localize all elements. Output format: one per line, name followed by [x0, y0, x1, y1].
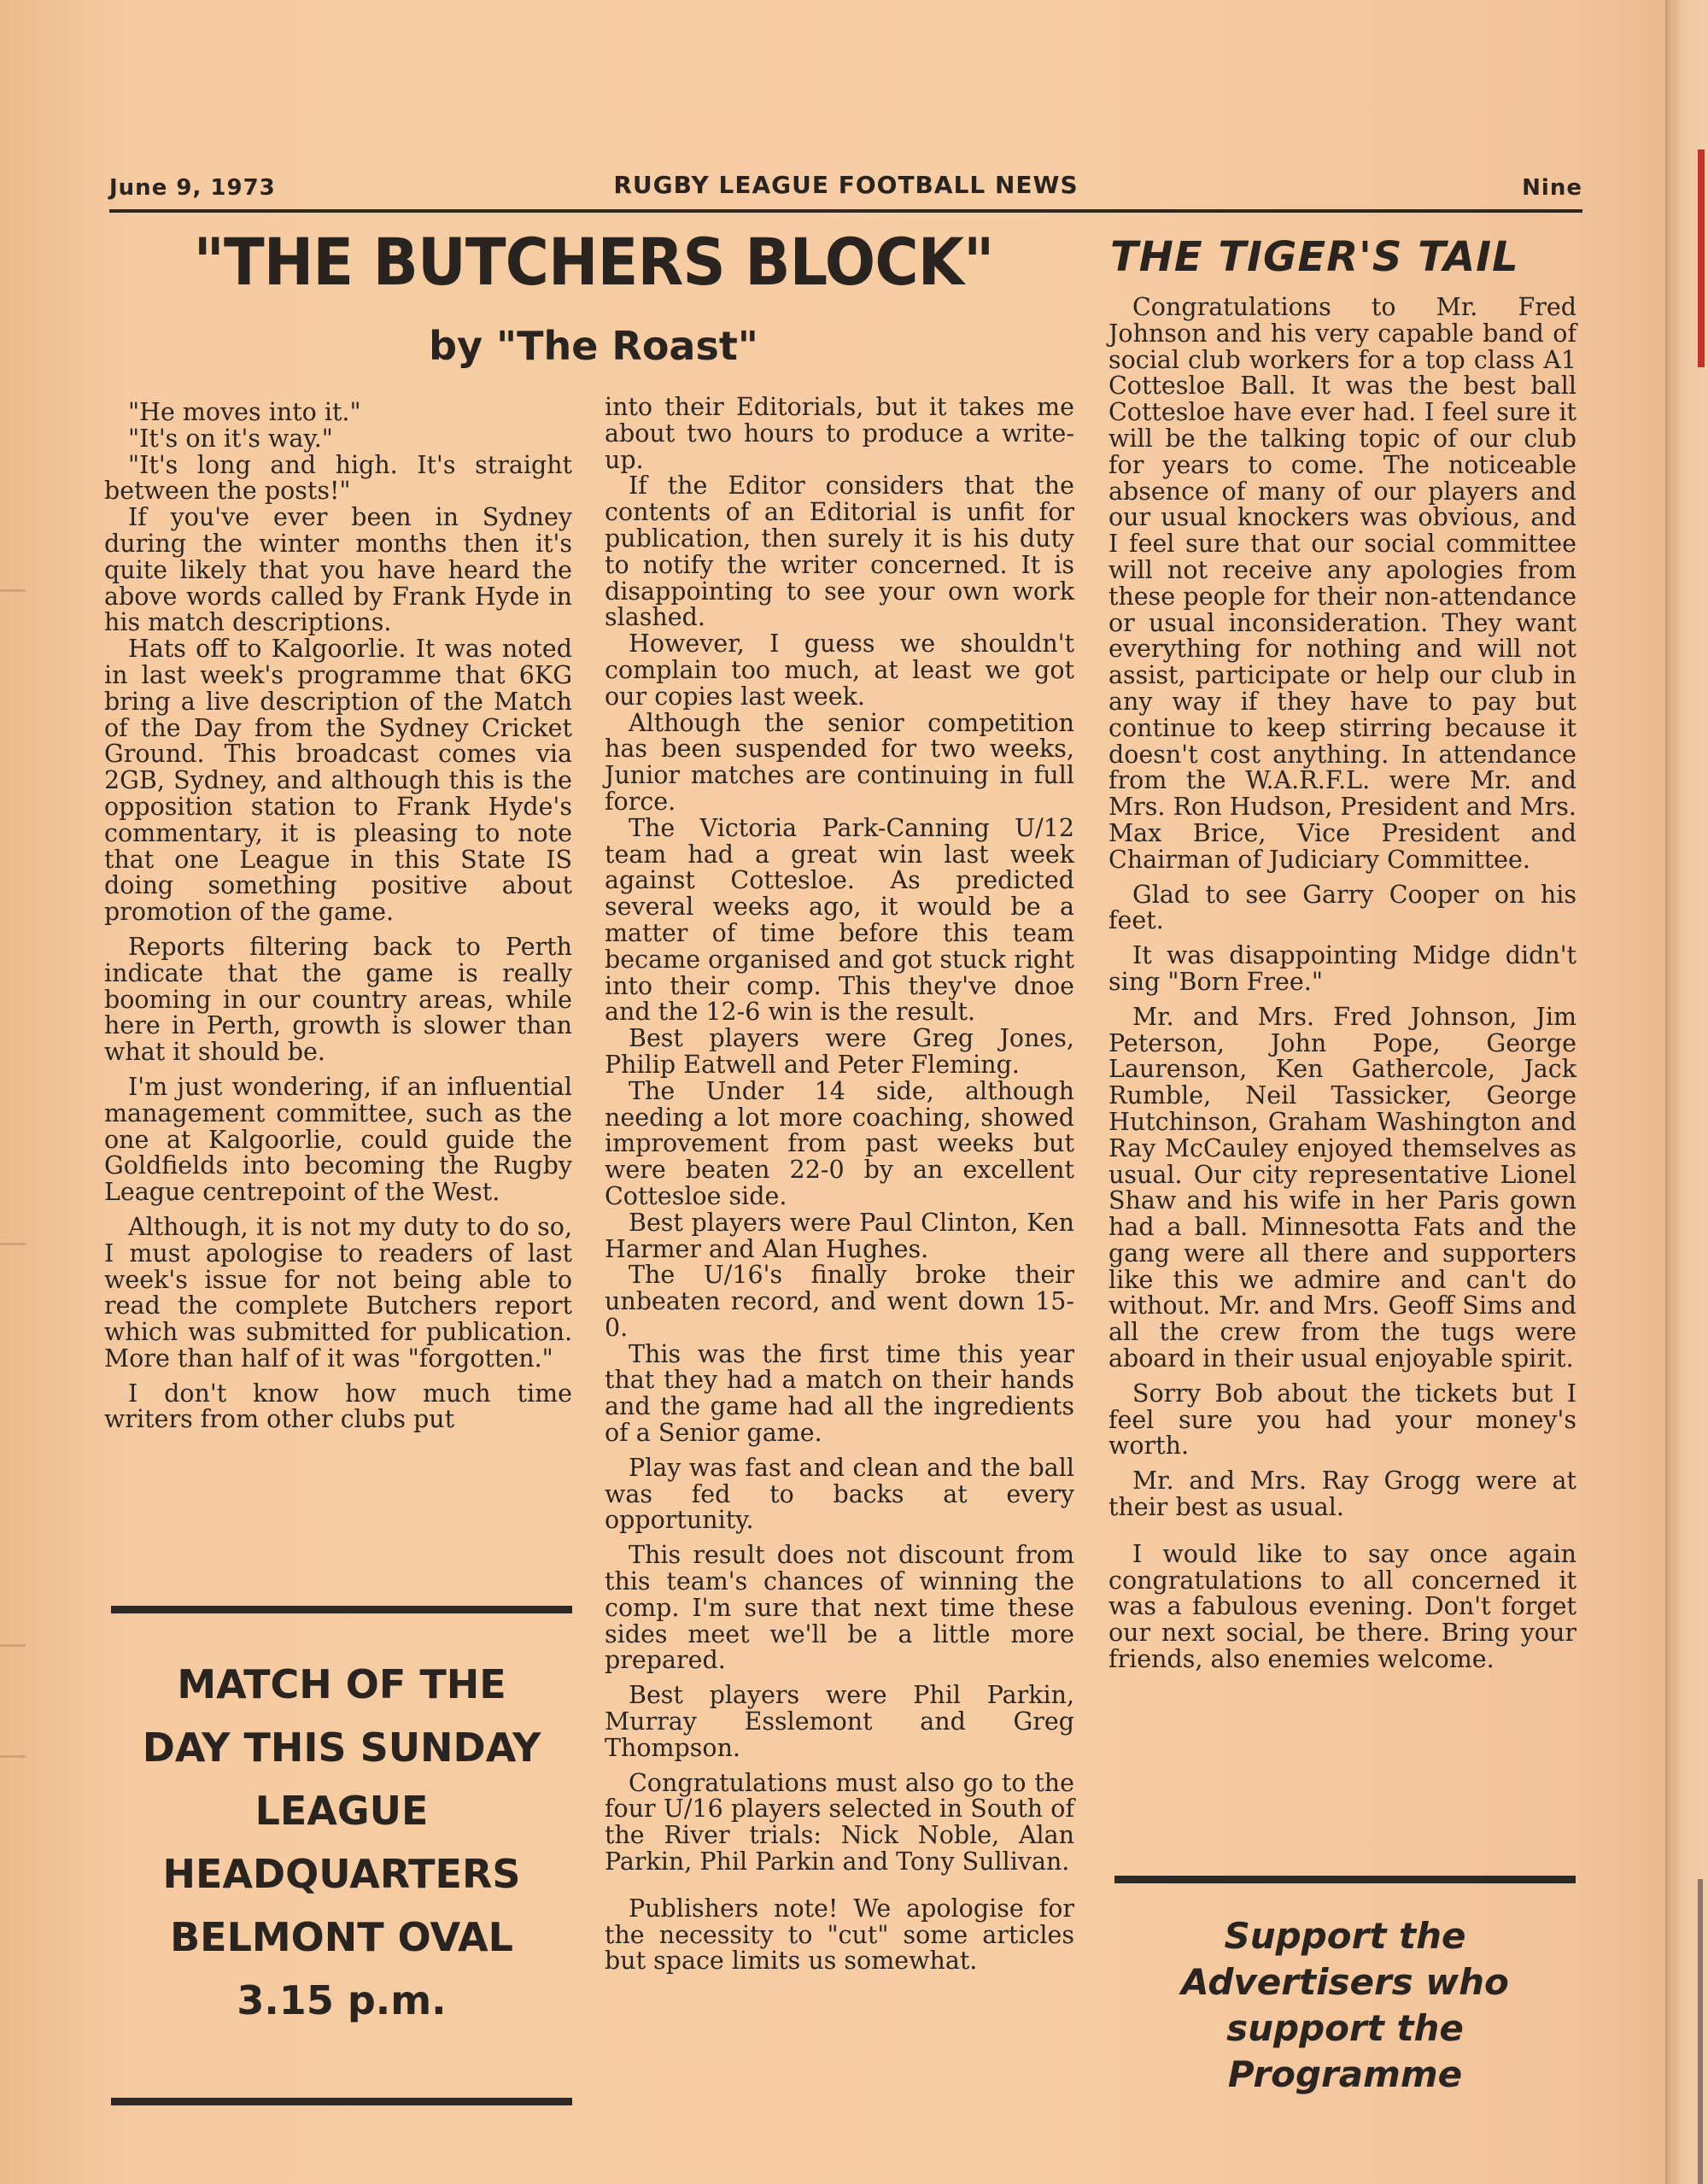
staple-mark [0, 1755, 26, 1758]
paragraph: Sorry Bob about the tickets but I feel sure you had your money's worth. [1108, 1379, 1576, 1461]
support-ad-rule [1114, 1876, 1576, 1883]
ad-line: Support the [1224, 1915, 1466, 1957]
paragraph: This result does not discount from this team's chances of winning the comp. I'm sure that next time these sides meet we'll be a little more prepared. [605, 1541, 1074, 1675]
paragraph: Hats off to Kalgoorlie. It was noted in last week's programme that 6KG bring a live description of the Match of the Day from the Sydney Cricket Ground. This broadcast comes via 2GB, Sydney, and although this is the opposition station to Frank Hyde's commentary, it is pleasing to note that one League in this State IS doing something positive about promotion of the game. [104, 635, 572, 927]
paragraph: The Victoria Park-Canning U/12 team had a great win last week against Cottesloe. As predicted several weeks ago, it would be a matter of time before this team became organised and got stuck right into their comp. This they've dnoe and the 12-6 win is the result. [605, 813, 1074, 1027]
ad-line: BELMONT OVAL [170, 1914, 513, 1960]
paragraph: Although the senior competition has been suspended for two weeks, Junior matches are continuing in full force. [605, 708, 1074, 816]
paragraph: I don't know how much time writers from other clubs put [104, 1379, 572, 1434]
ad-rule-top [111, 1606, 572, 1613]
paragraph: Mr. and Mrs. Fred Johnson, Jim Peterson, John Pope, George Laurenson, Ken Gathercole, Jack Rumble, Neil Tassicker, George Hutchinson, Graham Washington and Ray McCauley enjoyed themselves as usual. Our city representative Lionel Shaw and his wife in her Paris gown had a ball. Minnesotta Fats and the gang were all there and supporters like this we admire and can't do without. Mr. and Mrs. Geoff Sims and all the crew from the tugs were aboard in their usual enjoyable spirit. [1108, 1002, 1576, 1373]
page-number: Nine [1522, 175, 1582, 201]
ad-line: MATCH OF THE [177, 1661, 506, 1707]
paragraph: Reports filtering back to Perth indicate that the game is really booming in our country areas, while here in Perth, growth is slower than what it should be. [104, 932, 572, 1067]
paragraph: It was disappointing Midge didn't sing "Born Free." [1108, 941, 1576, 996]
paragraph: The U/16's finally broke their unbeaten record, and went down 15-0. [605, 1261, 1074, 1342]
paragraph: "He moves into it." [128, 398, 361, 426]
paragraph: I would like to say once again congratulations to all concerned it was a fabulous evening. Don't forget our next social, be there. Bring your friends, also enemies welcome. [1108, 1539, 1576, 1674]
paragraph: into their Editorials, but it takes me about two hours to produce a write-up. [605, 393, 1074, 474]
ad-line: support the [1226, 2007, 1464, 2049]
butchers-column-1 [104, 400, 572, 1442]
paragraph: "It's on it's way." [128, 424, 333, 453]
paragraph: Play was fast and clean and the ball was fed to backs at every opportunity. [605, 1453, 1074, 1535]
masthead [109, 167, 1582, 209]
paper-name: RUGBY LEAGUE FOOTBALL NEWS [613, 171, 1079, 199]
paragraph: However, I guess we shouldn't complain too much, at least we got our copies last week. [605, 629, 1074, 711]
publishers-note: Publishers note! We apologise for the necessity to "cut" some articles but space limits us somewhat. [605, 1894, 1074, 1976]
paragraph: The Under 14 side, although needing a lot more coaching, showed improvement from past weeks but were beaten 22-0 by an excellent Cottesloe side. [605, 1076, 1074, 1210]
paragraph: Congratulations must also go to the four U/16 players selected in South of the River trials: Nick Noble, Alan Parkin, Phil Parkin and Tony Sullivan. [605, 1768, 1074, 1877]
paragraph: Glad to see Garry Cooper on his feet. [1108, 880, 1576, 935]
masthead-rule [109, 209, 1582, 213]
paragraph: If the Editor considers that the contents of an Editorial is unfit for publication, then surely it is his duty to notify the writer concerned. It is disappointing to see your own work slashed. [605, 471, 1074, 632]
dark-page-tab [1698, 1879, 1703, 2184]
ad-rule-bottom [111, 2098, 572, 2105]
ad-line: LEAGUE [254, 1788, 429, 1834]
paragraph: Congratulations to Mr. Fred Johnson and his very capable band of social club workers for a top class A1 Cottesloe Ball. It was the best ball Cottesloe have ever had. I feel sure it will be the talking topic of our club for years to come. The noticeable absence of many of our players and our usual knockers was obvious, and I feel sure that our social committee will not receive any apologies from these people for their non-attendance or usual inconsideration. They want everything for nothing and will not assist, participate or help our club in any way if they have to pay but continue to keep stirring because it doesn't cost anything. In attendance from the W.A.R.F.L. were Mr. and Mrs. Ron Hudson, President and Mrs. Max Brice, Vice President and Chairman of Judiciary Committee. [1108, 293, 1576, 874]
butchers-column-2 [605, 395, 1074, 1983]
red-page-tab [1698, 149, 1705, 367]
ad-line: Advertisers who [1181, 1961, 1509, 2003]
ad-line: DAY THIS SUNDAY [142, 1724, 541, 1771]
paragraph: Best players were Paul Clinton, Ken Harmer and Alan Hughes. [605, 1208, 1074, 1263]
staple-mark [0, 589, 26, 592]
paragraph: "It's long and high. It's straight between the posts!" [104, 450, 572, 506]
support-advertisers-ad [1114, 1913, 1576, 2098]
paragraph: Best players were Phil Parkin, Murray Esslemont and Greg Thompson. [605, 1681, 1074, 1762]
paragraph: If you've ever been in Sydney during the winter months then it's quite likely that you have heard the above words called by Frank Hyde in his match descriptions. [104, 503, 572, 637]
match-of-the-day-ad [111, 1653, 572, 2032]
issue-date: June 9, 1973 [109, 175, 276, 201]
ad-line: Programme [1227, 2053, 1463, 2095]
paragraph: I'm just wondering, if an influential management committee, such as the one at Kalgoorlie, could guide the Goldfields into becoming the Rugby League centrepoint of the West. [104, 1072, 572, 1207]
paragraph: Although, it is not my duty to do so, I must apologise to readers of last week's issue for not being able to read the complete Butchers report which was submitted for publication. More than half of it was "forgotten." [104, 1212, 572, 1373]
ad-line: HEADQUARTERS [162, 1851, 521, 1897]
tigers-tail-title: THE TIGER'S TAIL [1110, 233, 1519, 281]
paragraph: This was the first time this year that they had a match on their hands and the game had all the ingredients of a Senior game. [605, 1339, 1074, 1448]
staple-mark [0, 1243, 26, 1245]
ad-line: 3.15 p.m. [237, 1977, 447, 2023]
staple-mark [0, 1644, 26, 1647]
tigers-tail-column [1108, 295, 1576, 1682]
butchers-block-title: "THE BUTCHERS BLOCK" [193, 224, 994, 300]
butchers-block-byline: by "The Roast" [429, 323, 758, 369]
paragraph: Best players were Greg Jones, Philip Eatwell and Peter Fleming. [605, 1024, 1074, 1079]
paragraph: Mr. and Mrs. Ray Grogg were at their best as usual. [1108, 1467, 1576, 1522]
